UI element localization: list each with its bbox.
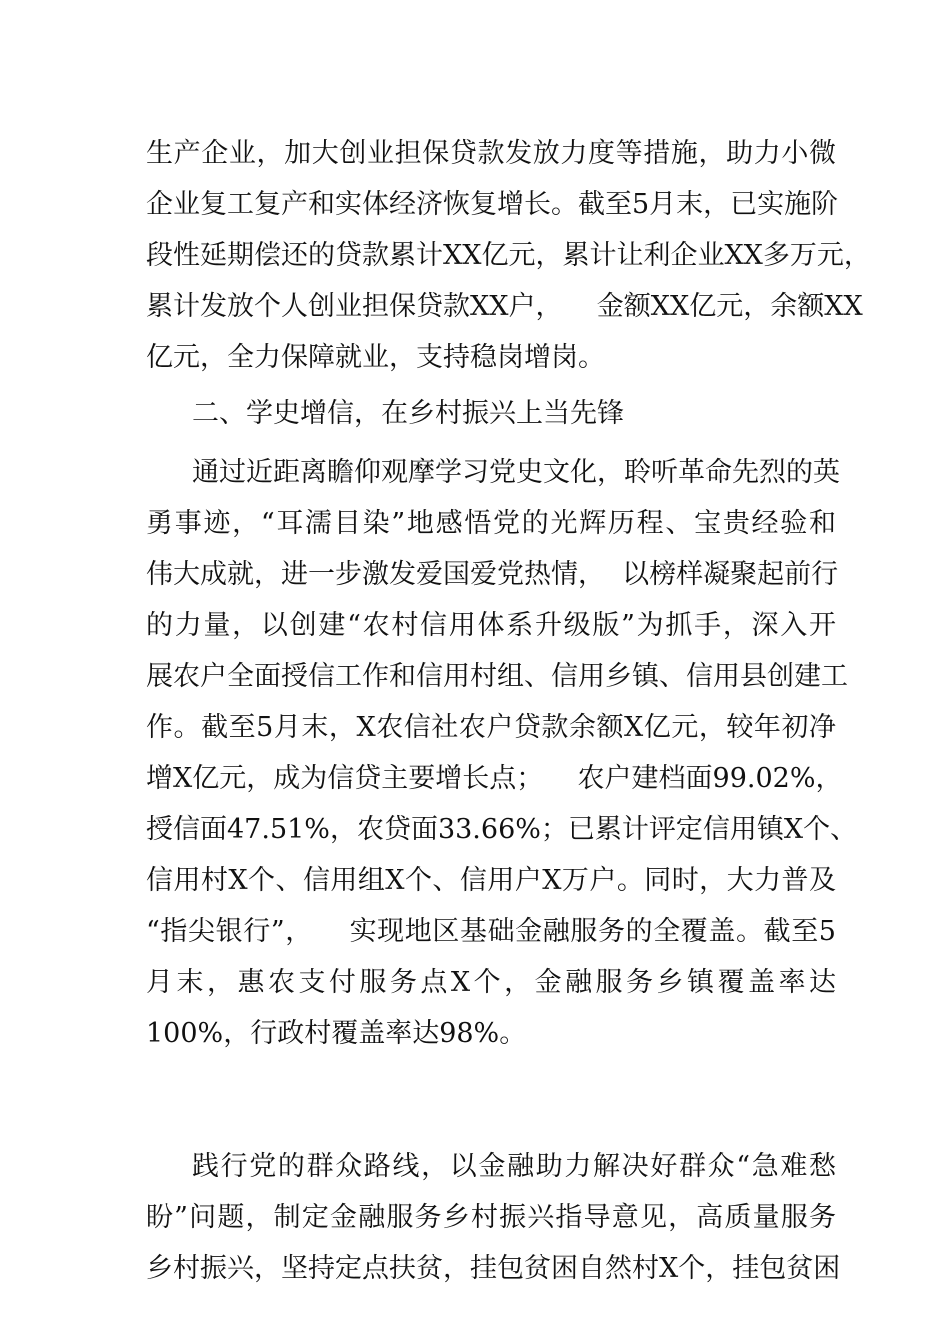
paragraph-line: 增X亿元，成为信贷主要增长点； 农户建档面99.02%，: [146, 763, 843, 794]
paragraph-line: 伟大成就，进一步激发爱国爱党热情， 以榜样凝聚起前行: [146, 559, 839, 590]
paragraph-line: 企业复工复产和实体经济恢复增长。截至5月末，已实施阶: [146, 189, 839, 220]
paragraph-3: [146, 1141, 841, 1294]
paragraph-line: 月末，惠农支付服务点X个，金融服务乡镇覆盖率达: [146, 967, 836, 998]
paragraph-line: 乡村振兴，坚持定点扶贫，挂包贫困自然村X个，挂包贫困: [146, 1253, 841, 1284]
section-heading: [146, 388, 836, 439]
paragraph-line: 盼”问题，制定金融服务乡村振兴指导意见，高质量服务: [146, 1202, 836, 1233]
paragraph-line: 的力量，以创建“农村信用体系升级版”为抓手，深入开: [146, 610, 836, 641]
paragraph-line: 授信面47.51%，农贷面33.66%；已累计评定信用镇X个、: [146, 814, 858, 845]
heading-text: 二、学史增信，在乡村振兴上当先锋: [192, 398, 624, 429]
paragraph-2: [146, 447, 858, 1059]
paragraph-line: 展农户全面授信工作和信用村组、信用乡镇、信用县创建工: [146, 661, 848, 692]
paragraph-line: 通过近距离瞻仰观摩学习党史文化，聆听革命先烈的英: [192, 457, 840, 488]
paragraph-line: 段性延期偿还的贷款累计XX亿元，累计让利企业XX多万元，: [146, 240, 871, 271]
paragraph-line: 信用村X个、信用组X个、信用户X万户。同时，大力普及: [146, 865, 836, 896]
paragraph-line: 作。截至5月末，X农信社农户贷款余额X亿元，较年初净: [146, 712, 836, 743]
paragraph-line: 勇事迹，“耳濡目染”地感悟党的光辉历程、宝贵经验和: [146, 508, 836, 539]
paragraph-line: 累计发放个人创业担保贷款XX户， 金额XX亿元，余额XX: [146, 291, 863, 322]
paragraph-line: 100%，行政村覆盖率达98%。: [146, 1018, 527, 1049]
paragraph-1: [146, 128, 871, 383]
paragraph-line: 生产企业，加大创业担保贷款发放力度等措施，助力小微: [146, 138, 836, 169]
paragraph-line: 践行党的群众路线，以金融助力解决好群众“急难愁: [192, 1151, 836, 1182]
paragraph-line: 亿元，全力保障就业，支持稳岗增岗。: [146, 342, 605, 373]
paragraph-line: “指尖银行”， 实现地区基础金融服务的全覆盖。截至5: [146, 916, 836, 947]
